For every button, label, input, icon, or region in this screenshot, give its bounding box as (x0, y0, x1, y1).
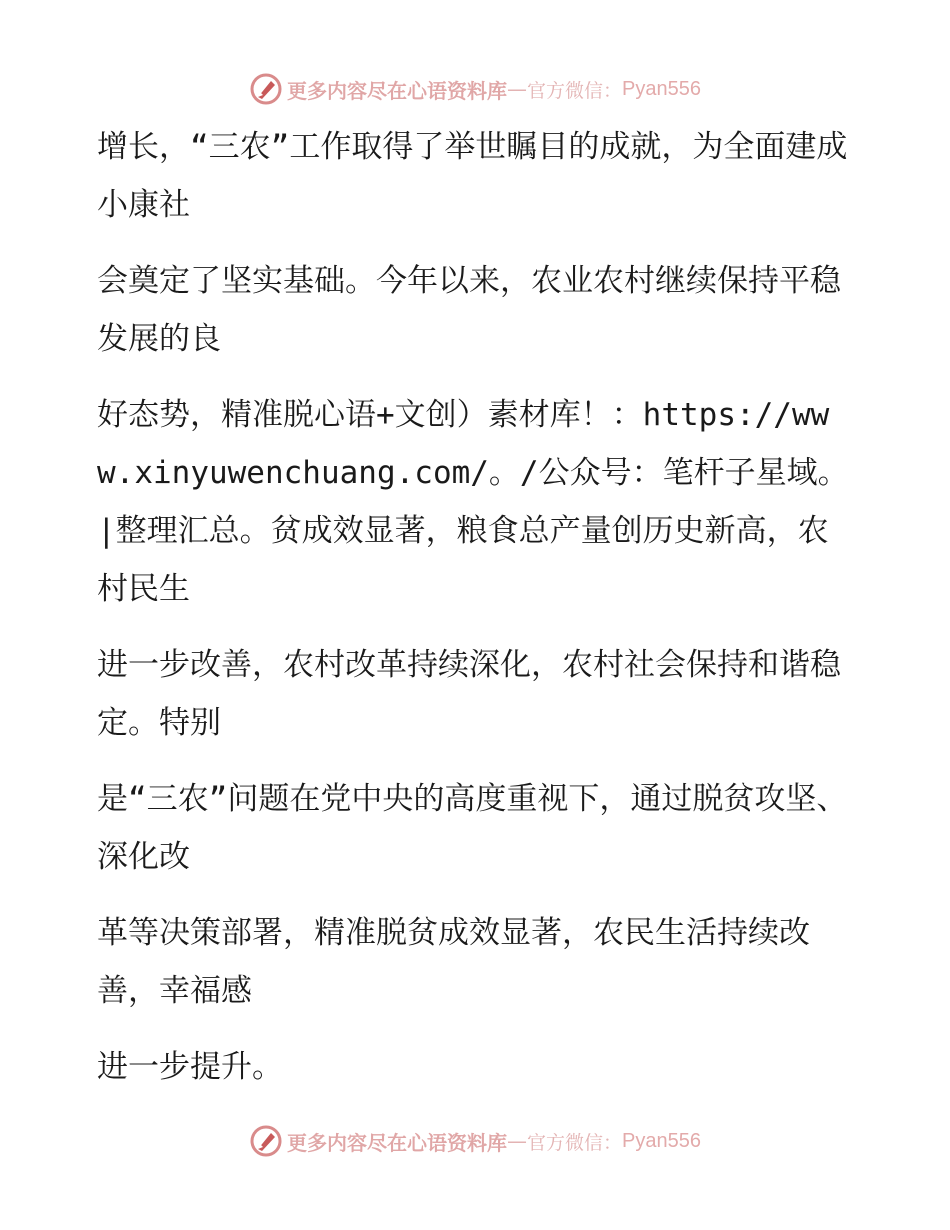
watermark-separator: — (507, 1129, 527, 1153)
paragraph-6: 革等决策部署，精准脱贫成效显著，农民生活持续改善，幸福感 (97, 915, 810, 1009)
header-watermark (0, 72, 950, 106)
watermark-wechat-id: Pyan556 (622, 77, 701, 100)
watermark-wechat-label: 官方微信： (527, 79, 623, 102)
pen-nib-logo-icon (249, 1124, 283, 1158)
watermark-wechat-label: 官方微信： (527, 1131, 623, 1154)
document-body (97, 118, 857, 1114)
paragraph-4: 进一步改善，农村改革持续深化，农村社会保持和谐稳定。特别 (97, 647, 841, 741)
watermark-site-text: 更多内容尽在心语资料库 (287, 1130, 507, 1155)
paragraph-5: 是“三农”问题在党中央的高度重视下，通过脱贫攻坚、深化改 (97, 781, 848, 875)
watermark-separator: — (507, 77, 527, 101)
watermark-wechat-id: Pyan556 (622, 1129, 701, 1152)
paragraph-1: 增长，“三农”工作取得了举世瞩目的成就，为全面建成小康社 (97, 129, 848, 223)
paragraph-2: 会奠定了坚实基础。今年以来，农业农村继续保持平稳发展的良 (97, 263, 841, 357)
paragraph-3: 好态势，精准脱心语+文创）素材库！：https://www.xinyuwenchuang.com/。/公众号：笔杆子星域。|整理汇总。贫成效显著，粮食总产量创历史新高，农村民生 (97, 397, 849, 607)
watermark-site-text: 更多内容尽在心语资料库 (287, 78, 507, 103)
paragraph-7: 进一步提升。 (97, 1049, 283, 1085)
pen-nib-logo-icon (249, 72, 283, 106)
footer-watermark (0, 1124, 950, 1158)
